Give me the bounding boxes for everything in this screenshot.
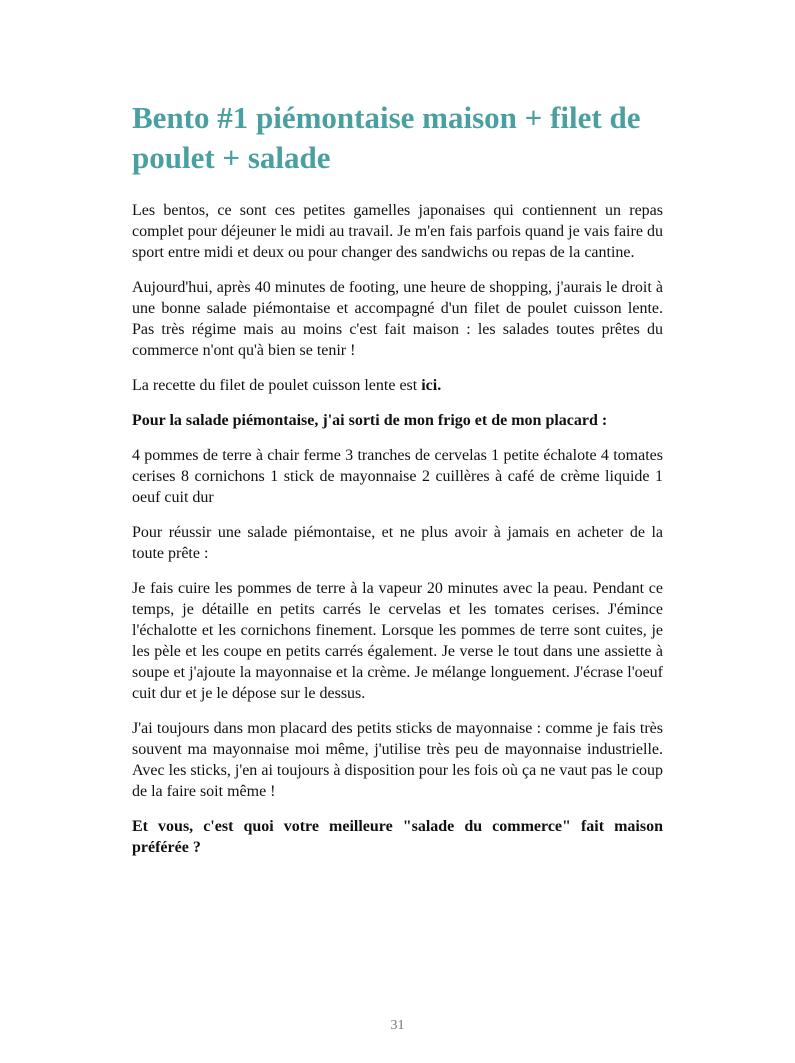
- page-title: Bento #1 piémontaise maison + filet de poulet + salade: [132, 100, 641, 175]
- recipe-prefix: La recette du filet de poulet cuisson lente est: [132, 377, 422, 394]
- recipe-link[interactable]: ici.: [421, 377, 442, 394]
- intro-paragraph: Les bentos, ce sont ces petites gamelles japonaises qui contiennent un repas complet pour déjeuner le midi au travail. Je m'en fais parfois quand je vais faire du sport entre midi et deux ou pour changer des sandwichs ou repas de la cantine.: [132, 202, 663, 261]
- ingredients-paragraph: 4 pommes de terre à chair ferme 3 tranches de cervelas 1 petite échalote 4 tomates cerises 8 cornichons 1 stick de mayonnaise 2 cuillères à café de crème liquide 1 oeuf cuit dur: [132, 447, 663, 506]
- sticks-paragraph: J'ai toujours dans mon placard des petits sticks de mayonnaise : comme je fais très souvent ma mayonnaise moi même, j'utilise très peu de mayonnaise industrielle. Avec les sticks, j'en ai toujours à disposition pour les fois où ça ne vaut pas le coup de la faire soit même !: [132, 720, 663, 800]
- steps-paragraph: Je fais cuire les pommes de terre à la vapeur 20 minutes avec la peau. Pendant ce temps, je détaille en petits carrés le cervelas et les tomates cerises. J'émince l'échalotte et les cornichons finement. Lorsque les pommes de terre sont cuites, je les pèle et les coupe en petits carrés également. Je verse le tout dans une assiette à soupe et j'ajoute la mayonnaise et la crème. Je mélange longuement. J'écrase l'oeuf cuit dur et je le dépose sur le dessus.: [132, 580, 663, 702]
- ingredients-heading: Pour la salade piémontaise, j'ai sorti de mon frigo et de mon placard :: [132, 412, 608, 429]
- closing-question: Et vous, c'est quoi votre meilleure "salade du commerce" fait maison préférée ?: [132, 818, 663, 856]
- page-number: 31: [390, 1018, 405, 1033]
- recipe-paragraph: [132, 375, 663, 396]
- page-content: [132, 98, 663, 872]
- howto-intro-paragraph: Pour réussir une salade piémontaise, et ne plus avoir à jamais en acheter de la toute prête :: [132, 524, 663, 562]
- today-paragraph: Aujourd'hui, après 40 minutes de footing, une heure de shopping, j'aurais le droit à une bonne salade piémontaise et accompagné d'un filet de poulet cuisson lente. Pas très régime mais au moins c'est fait maison : les salades toutes prêtes du commerce n'ont qu'à bien se tenir !: [132, 279, 663, 359]
